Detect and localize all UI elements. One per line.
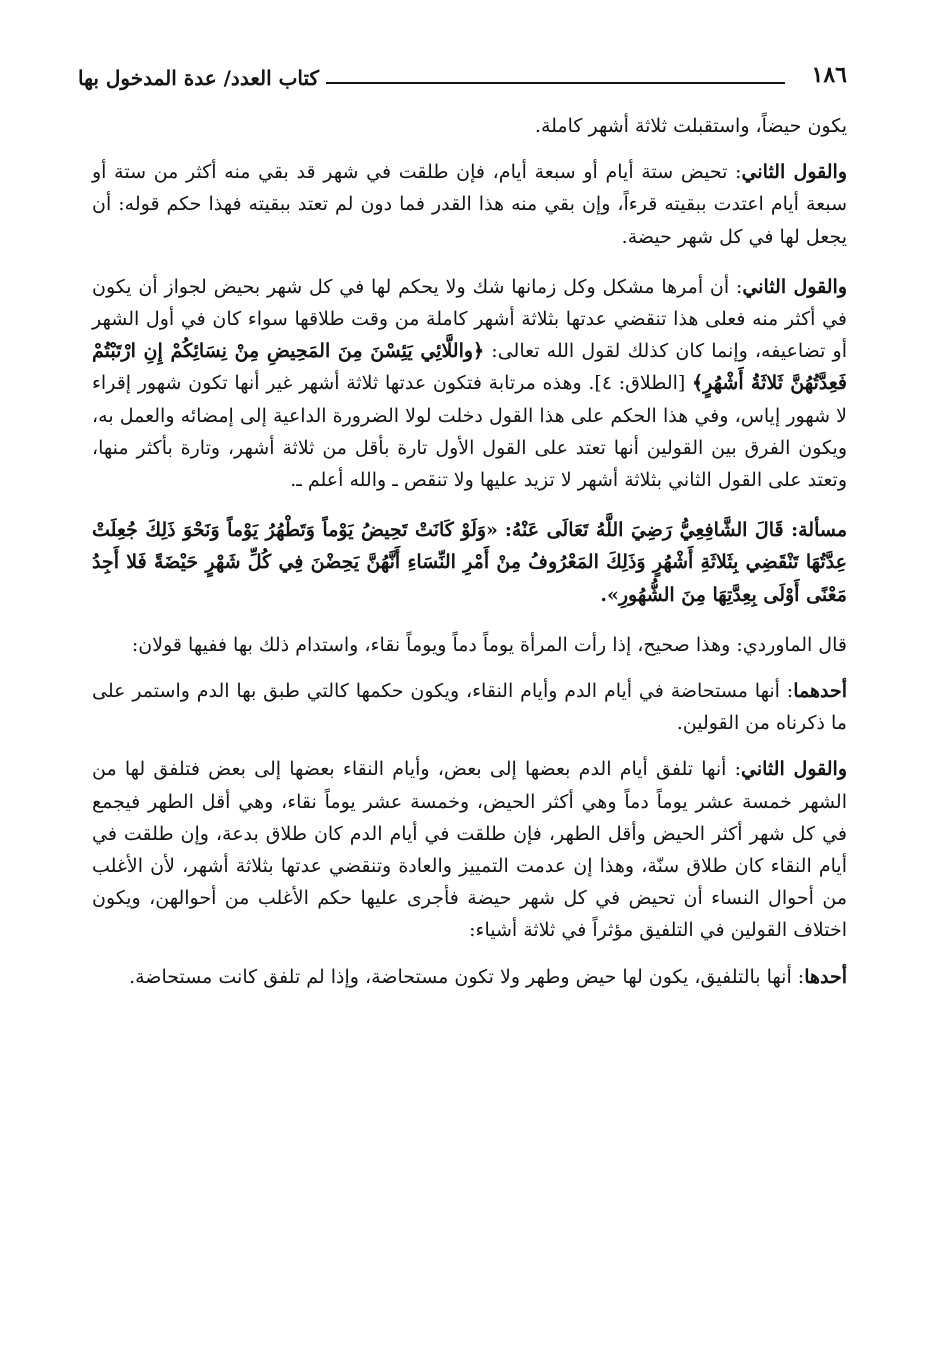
paragraph-7 [92, 753, 847, 946]
paragraph-text: : أنها بالتلفيق، يكون لها حيض وطهر ولا تكون مستحاضة، وإذا لم تلفق كانت مستحاضة. [129, 965, 805, 988]
paragraph-text-continued: [الطلاق: ٤]. وهذه مرتابة فتكون عدتها ثلاثة أشهر غير أنها تكون شهور إقراء لا شهور إياس، وفي هذا الحكم على هذا القول دخلت لولا الضرورة الداعية إلى إمضائه والعمل به، ويكون الفرق بين القولين أنها تعتد على القول الأول تارة بأقل من ثلاثة أشهر، وتارة بأكثر منها، وتعتد على القول الثاني بثلاثة أشهر لا تزيد عليها ولا تنقص ـ والله أعلم ـ. [92, 372, 847, 492]
paragraph-lead: والقول الثاني [742, 275, 847, 298]
header-rule [326, 82, 785, 84]
paragraph-text: يكون حيضاً، واستقبلت ثلاثة أشهر كاملة. [534, 115, 847, 137]
paragraph-text: : أنها مستحاضة في أيام الدم وأيام النقاء، ويكون حكمها كالتي طبق بها الدم واستمر على ما ذكرناه من القولين. [92, 680, 847, 735]
paragraph-text: قال الماوردي: وهذا صحيح، إذا رأت المرأة يوماً دماً ويوماً نقاء، واستدام ذلك بها ففيها قولان: [131, 633, 847, 656]
masala-heading: مسألة: قَالَ الشَّافِعِيُّ رَضِيَ اللَّهُ تَعَالَى عَنْهُ: [504, 519, 847, 542]
paragraph-lead: والقول الثاني [741, 161, 847, 184]
paragraph-8 [92, 961, 847, 993]
page-number: ١٨٦ [811, 62, 847, 88]
paragraph-1 [92, 110, 847, 142]
page-header [78, 60, 847, 100]
running-title: كتاب العدد/ عدة المدخول بها [78, 66, 320, 90]
paragraph-text: : أنها تلفق أيام الدم بعضها إلى بعض، وأيام النقاء بعضها إلى بعض فتلفق لها من الشهر خمسة عشر يوماً دماً وهي أكثر الحيض، وخمسة عشر يوماً نقاء، وهي أقل الطهر فيجمع في كل شهر أكثر الحيض وأقل الطهر، فإن طلقت في أيام الدم كان طلاق بدعة، وإن طلقت في أيام النقاء كان طلاق سنّة، وهذا إن عدمت التمييز والعادة وتنقضي عدتها بثلاثة أشهر، لأن الأغلب من أحوال النساء أن تحيض في كل شهر حيضة فأجرى عليها حكم الأغلب من أحوالهن، ويكون اختلاف القولين في التلفيق مؤثراً في ثلاثة أشياء: [92, 758, 847, 942]
page-body [92, 110, 847, 1011]
paragraph-lead: أحدهما [793, 680, 847, 703]
paragraph-5 [92, 629, 847, 661]
quran-verse: ﴿واللَّائِي يَئِسْنَ مِنَ المَحِيضِ مِنْ نِسَائِكُمْ إِنِ ارْتَبْتُمْ فَعِدَّتُهُنَّ ثَلاثَةُ أَشْهُرٍ﴾ [92, 340, 848, 395]
shafii-quote: «وَلَوْ كَانَتْ تَحِيضُ يَوْماً وَتَطْهُرُ يَوْماً وَنَحْوَ ذَلِكَ جُعِلَتْ عِدَّتُهَا تَنْقَضِي بِثَلاثَةِ أَشْهُرٍ وَذَلِكَ المَعْرُوفُ مِنْ أَمْرِ النِّسَاءِ أَنَّهُنَّ يَحِضْنَ فِي كُلِّ شَهْرٍ حَيْضَةً فَلا أَجِدُ مَعْنًى أَوْلَى بِعِدَّتِهَا مِنَ الشُّهُورِ». [92, 519, 847, 606]
paragraph-lead: والقول الثاني [741, 758, 847, 781]
paragraph-6 [92, 675, 847, 739]
paragraph-2 [92, 156, 847, 253]
paragraph-text: : تحيض ستة أيام أو سبعة أيام، فإن طلقت في شهر قد بقي منه أكثر من ستة أو سبعة أيام اعتدت ببقيته قرءاً، وإن بقي منه هذا القدر فما دون لم تعتد ببقيته فهذا حكم قوله: أن يجعل لها في كل شهر حيضة. [92, 161, 847, 248]
paragraph-text: : أن أمرها مشكل وكل زمانها شك ولا يحكم لها في كل شهر بحيض لجواز أن يكون في أكثر منه فعلى هذا تنقضي عدتها بثلاثة أشهر كاملة من وقت طلاقها سواء كان في أول الشهر أو تضاعيفه، وإنما كان كذلك لقول الله تعالى: [92, 275, 847, 363]
paragraph-3 [92, 271, 847, 496]
paragraph-lead: أحدها [804, 965, 847, 988]
paragraph-4 [92, 514, 847, 611]
